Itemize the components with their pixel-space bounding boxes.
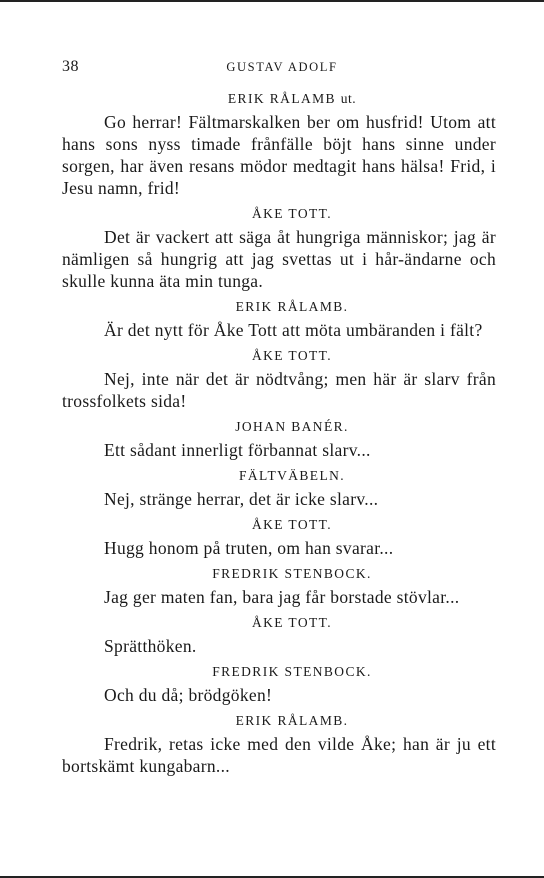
speech-text: Nej, stränge herrar, det är icke slarv...: [104, 489, 379, 509]
speech-text: Jag ger maten fan, bara jag får borstade stövlar...: [104, 587, 460, 607]
speaker-name: ÅKE TOTT.: [251, 348, 333, 363]
speech-text: Go herrar! Fältmarskalken ber om husfrid! Utom att hans sons nyss timade frånfälle böjt hans sinne under sorgen, har även resans mödor medtagit hans hälsa! Frid, i Jesu namn, frid!: [62, 112, 496, 198]
speaker-name: ÅKE TOTT.: [251, 615, 333, 630]
speaker-label: ERIK RÅLAMB: [227, 91, 336, 106]
stage-direction: ut.: [340, 91, 357, 106]
speech-text: Nej, inte när det är nödtvång; men här är slarv från trossfolkets sida!: [62, 369, 496, 411]
speech-text: Är det nytt för Åke Tott att möta umbäranden i fält?: [104, 320, 483, 340]
speaker-name: FREDRIK STENBOCK.: [212, 566, 372, 581]
speaker-name: FÄLTVÄBELN.: [238, 468, 346, 483]
speech-text: Ett sådant innerligt förbannat slarv...: [104, 440, 371, 460]
speech-text: Det är vackert att säga åt hungriga människor; jag är nämligen så hungrig att jag svettas ut i hår-ändarne och skulle kunna äta min tunga.: [62, 227, 496, 291]
speaker-name: ERIK RÅLAMB.: [235, 713, 349, 728]
speaker-name: ÅKE TOTT.: [251, 206, 333, 221]
speaker-name: ERIK RÅLAMB.: [235, 299, 349, 314]
speech-text: Hugg honom på truten, om han svarar...: [104, 538, 394, 558]
speaker-name: [62, 90, 496, 107]
speech-text: Sprätthöken.: [104, 636, 197, 656]
speaker-name: FREDRIK STENBOCK.: [212, 664, 372, 679]
speech-text: Fredrik, retas icke med den vilde Åke; han är ju ett bortskämt kungabarn...: [62, 734, 496, 776]
speech-text: Och du då; brödgöken!: [104, 685, 273, 705]
speaker-name: JOHAN BANÉR.: [235, 419, 349, 434]
page-header: [0, 58, 544, 82]
running-title: GUSTAV ADOLF: [226, 60, 338, 74]
page-top-edge: [0, 0, 544, 2]
speaker-name: ÅKE TOTT.: [251, 517, 333, 532]
play-text: [62, 88, 496, 783]
page-number: 38: [62, 58, 79, 75]
